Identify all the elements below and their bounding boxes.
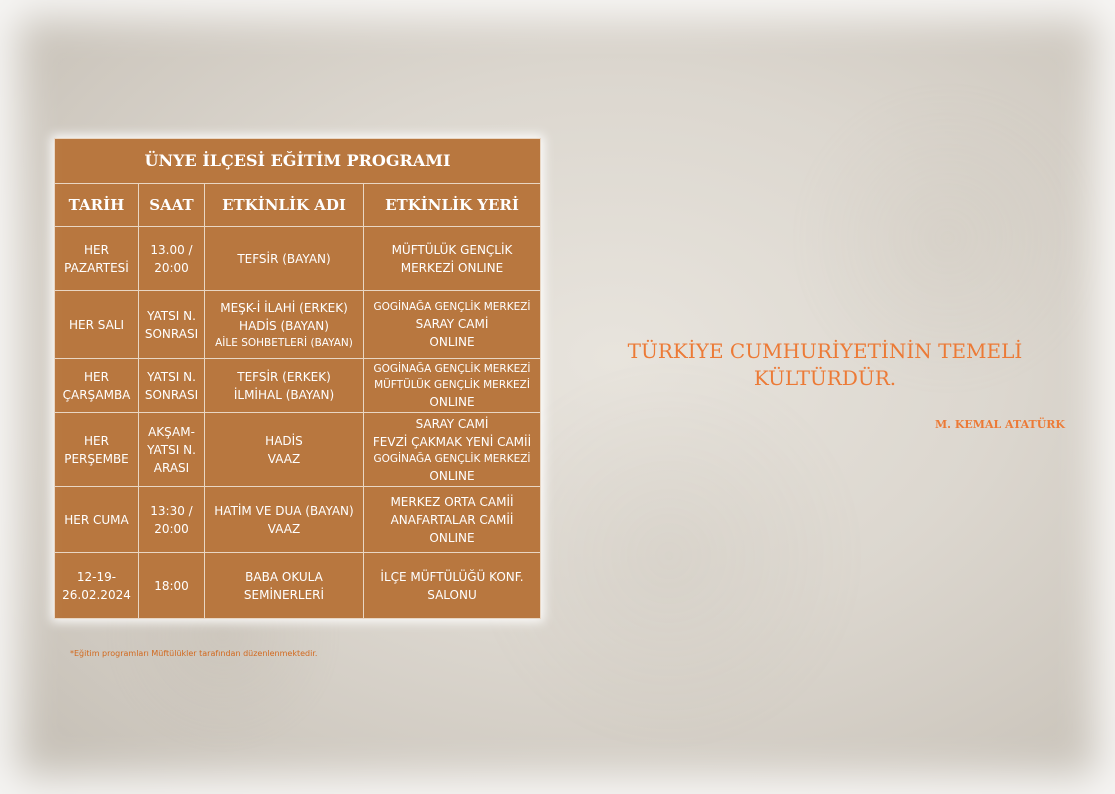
ataturk-quote bbox=[560, 338, 1090, 392]
cell-tarih: HER CUMA bbox=[55, 487, 139, 553]
cell-saat: YATSI N. SONRASI bbox=[139, 291, 205, 359]
table-row bbox=[55, 487, 541, 553]
header-etkinlik-adi: ETKİNLİK ADI bbox=[205, 184, 364, 227]
cell-etkinlik-adi: HADİS VAAZ bbox=[205, 413, 364, 487]
cell-etkinlik-yeri: GOGİNAĞA GENÇLİK MERKEZİ MÜFTÜLÜK GENÇLİK MERKEZİ ONLINE bbox=[364, 359, 541, 413]
table-title: ÜNYE İLÇESİ EĞİTİM PROGRAMI bbox=[55, 139, 541, 184]
table-row bbox=[55, 553, 541, 619]
cell-saat: 18:00 bbox=[139, 553, 205, 619]
cell-saat: YATSI N. SONRASI bbox=[139, 359, 205, 413]
header-saat: SAAT bbox=[139, 184, 205, 227]
table-row bbox=[55, 227, 541, 291]
cell-etkinlik-adi: TEFSİR (BAYAN) bbox=[205, 227, 364, 291]
quote-author: M. KEMAL ATATÜRK bbox=[935, 418, 1065, 431]
cell-etkinlik-yeri: MÜFTÜLÜK GENÇLİK MERKEZİ ONLINE bbox=[364, 227, 541, 291]
cell-tarih: HER ÇARŞAMBA bbox=[55, 359, 139, 413]
table-row bbox=[55, 413, 541, 487]
cell-tarih: 12-19- 26.02.2024 bbox=[55, 553, 139, 619]
header-etkinlik-yeri: ETKİNLİK YERİ bbox=[364, 184, 541, 227]
cell-tarih: HER PERŞEMBE bbox=[55, 413, 139, 487]
cell-saat: 13:30 / 20:00 bbox=[139, 487, 205, 553]
cell-etkinlik-yeri: SARAY CAMİ FEVZİ ÇAKMAK YENİ CAMİİ GOGİNAĞA GENÇLİK MERKEZİ ONLINE bbox=[364, 413, 541, 487]
table-row bbox=[55, 291, 541, 359]
cell-etkinlik-yeri: İLÇE MÜFTÜLÜĞÜ KONF. SALONU bbox=[364, 553, 541, 619]
cell-etkinlik-yeri: MERKEZ ORTA CAMİİ ANAFARTALAR CAMİİ ONLINE bbox=[364, 487, 541, 553]
cell-saat: 13.00 / 20:00 bbox=[139, 227, 205, 291]
footnote: *Eğitim programları Müftülükler tarafından düzenlenmektedir. bbox=[70, 649, 318, 658]
schedule-table-container bbox=[54, 138, 541, 619]
cell-tarih: HER SALI bbox=[55, 291, 139, 359]
table-title-row bbox=[55, 139, 541, 184]
cell-etkinlik-adi: TEFSİR (ERKEK) İLMİHAL (BAYAN) bbox=[205, 359, 364, 413]
quote-line-2: KÜLTÜRDÜR. bbox=[753, 366, 897, 390]
cell-saat: AKŞAM- YATSI N. ARASI bbox=[139, 413, 205, 487]
header-tarih: TARİH bbox=[55, 184, 139, 227]
table-header-row bbox=[55, 184, 541, 227]
cell-tarih: HER PAZARTESİ bbox=[55, 227, 139, 291]
schedule-table bbox=[54, 138, 541, 619]
cell-etkinlik-yeri: GOGİNAĞA GENÇLİK MERKEZİ SARAY CAMİ ONLINE bbox=[364, 291, 541, 359]
cell-etkinlik-adi: BABA OKULA SEMİNERLERİ bbox=[205, 553, 364, 619]
cell-etkinlik-adi: MEŞK-İ İLAHİ (ERKEK) HADİS (BAYAN) AİLE SOHBETLERİ (BAYAN) bbox=[205, 291, 364, 359]
table-row bbox=[55, 359, 541, 413]
cell-etkinlik-adi: HATİM VE DUA (BAYAN) VAAZ bbox=[205, 487, 364, 553]
quote-line-1: TÜRKİYE CUMHURİYETİNİN TEMELİ bbox=[627, 339, 1023, 363]
